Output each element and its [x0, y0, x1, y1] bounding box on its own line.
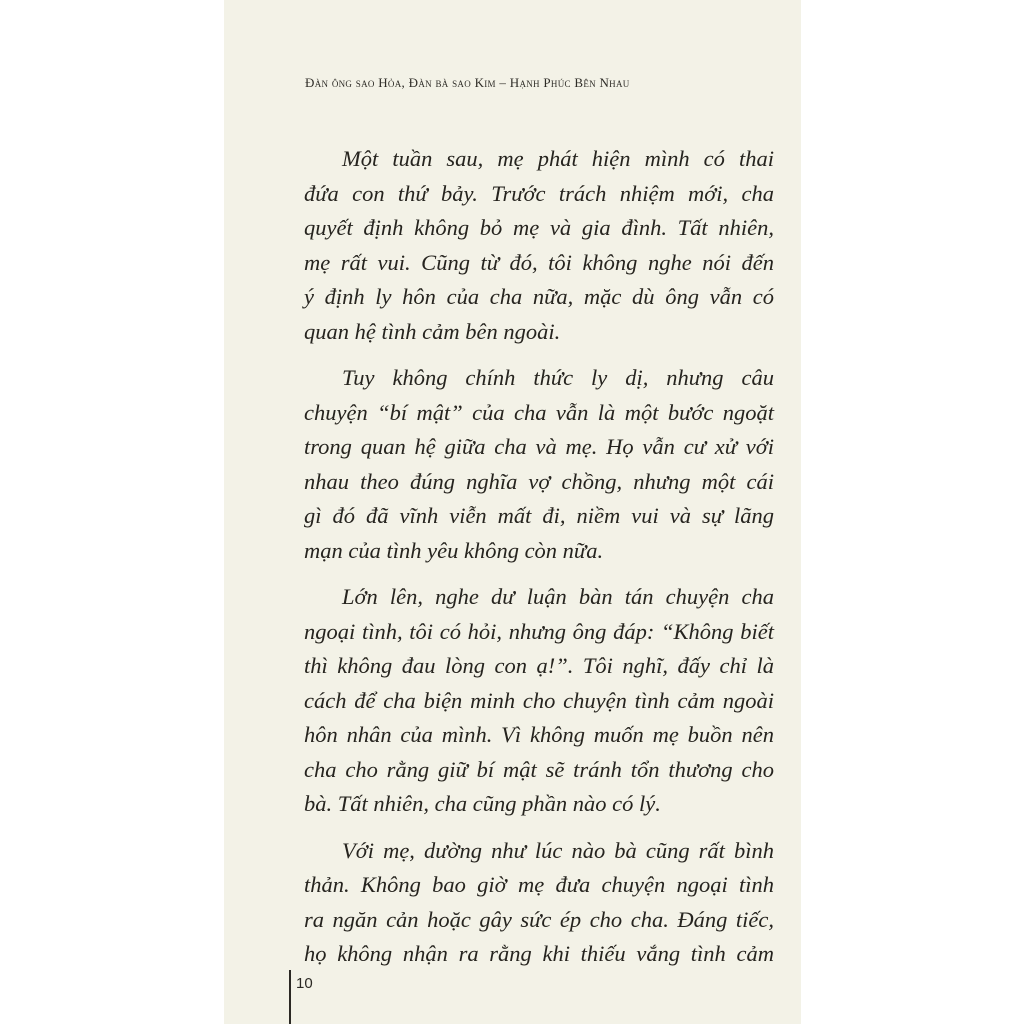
text-line: quyết định không bỏ mẹ và gia đình. Tất nhiên,	[304, 215, 774, 240]
text-line: ý định ly hôn của cha nữa, mặc dù ông vẫn có	[304, 284, 774, 309]
text-line: chuyện “bí mật” của cha vẫn là một bước ngoặt	[304, 399, 774, 425]
body-text	[304, 142, 774, 984]
text-line: ra ngăn cản hoặc gây sức ép cho cha. Đáng tiếc,	[304, 906, 774, 932]
text-line: Với mẹ, dường như lúc nào bà cũng rất bình	[342, 837, 774, 863]
text-line: cách để cha biện minh cho chuyện tình cảm ngoài	[304, 687, 774, 713]
paragraph	[304, 361, 774, 568]
text-line: Một tuần sau, mẹ phát hiện mình có thai	[342, 146, 774, 171]
paragraph	[304, 580, 774, 822]
text-line: mẹ rất vui. Cũng từ đó, tôi không nghe nói đến	[304, 249, 774, 275]
text-line: cha cho rằng giữ bí mật sẽ tránh tổn thương cho	[304, 756, 774, 782]
text-line: họ không nhận ra rằng khi thiếu vắng tình cảm	[304, 941, 774, 966]
text-line: bà. Tất nhiên, cha cũng phần nào có lý.	[304, 791, 661, 816]
text-line: hôn nhân của mình. Vì không muốn mẹ buồn nên	[304, 722, 774, 747]
folio-rule	[289, 970, 291, 1024]
paragraph	[304, 142, 774, 349]
text-line: Lớn lên, nghe dư luận bàn tán chuyện cha	[342, 584, 774, 609]
text-line: ngoại tình, tôi có hỏi, nhưng ông đáp: “Không biết	[304, 618, 774, 644]
text-line: nhau theo đúng nghĩa vợ chồng, nhưng một cái	[304, 468, 774, 494]
text-line: đứa con thứ bảy. Trước trách nhiệm mới, cha	[304, 180, 774, 206]
page-number: 10	[296, 975, 313, 992]
running-head: Đàn ông sao Hỏa, Đàn bà sao Kim – Hạnh Phúc Bên Nhau	[305, 75, 630, 90]
paragraph	[304, 834, 774, 972]
text-line: thản. Không bao giờ mẹ đưa chuyện ngoại tình	[304, 872, 774, 897]
text-line: gì đó đã vĩnh viễn mất đi, niềm vui và sự lãng	[304, 503, 774, 528]
text-line: quan hệ tình cảm bên ngoài.	[304, 318, 561, 344]
text-line: mạn của tình yêu không còn nữa.	[304, 537, 604, 563]
text-line: trong quan hệ giữa cha và mẹ. Họ vẫn cư xử với	[304, 434, 774, 459]
text-line: Tuy không chính thức ly dị, nhưng câu	[342, 365, 774, 390]
text-line: thì không đau lòng con ạ!”. Tôi nghĩ, đấy chỉ là	[304, 653, 774, 678]
